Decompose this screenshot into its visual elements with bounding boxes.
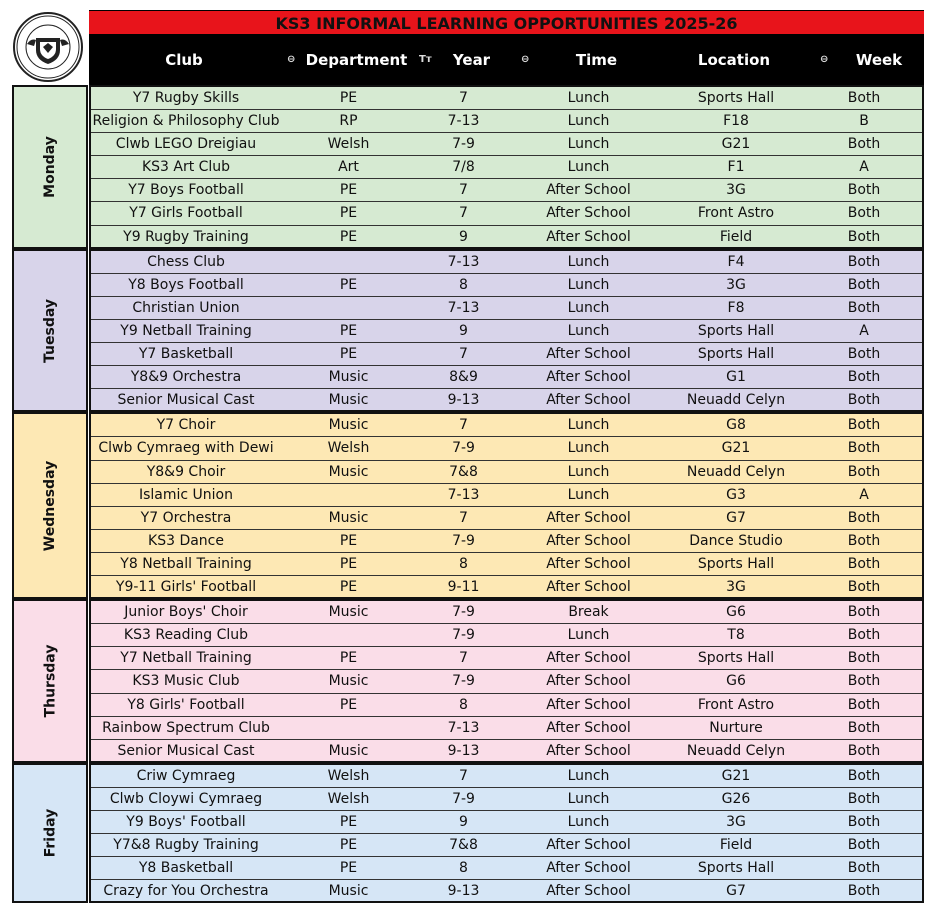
week-cell: Both xyxy=(847,837,881,854)
year-cell: 7-9 xyxy=(452,627,475,644)
year-cell: 8 xyxy=(459,555,468,572)
day-group-friday xyxy=(89,763,924,904)
week-cell: Both xyxy=(847,136,881,153)
table-row[interactable] xyxy=(91,156,922,179)
table-row[interactable] xyxy=(91,179,922,202)
location-cell: 3G xyxy=(726,276,746,293)
club-cell: Y9-11 Girls' Football xyxy=(115,579,257,596)
time-cell: Lunch xyxy=(567,463,610,480)
table-row[interactable] xyxy=(91,507,922,530)
location-cell: Sports Hall xyxy=(697,555,775,572)
year-cell: 7 xyxy=(459,182,468,199)
time-cell: After School xyxy=(546,392,631,409)
club-cell: Y7 Netball Training xyxy=(120,650,252,667)
time-cell: After School xyxy=(546,696,631,713)
year-cell: 7-9 xyxy=(452,136,475,153)
week-cell: Both xyxy=(847,509,881,526)
header-club[interactable]: Club xyxy=(165,51,203,69)
day-name: Thursday xyxy=(42,644,59,718)
club-cell: Y9 Netball Training xyxy=(120,322,252,339)
year-cell: 9-13 xyxy=(447,883,480,900)
time-cell: Lunch xyxy=(567,299,610,316)
location-cell: G6 xyxy=(726,673,746,690)
department-cell: Music xyxy=(328,369,369,386)
club-cell: Y7 Boys Football xyxy=(128,182,244,199)
year-column-icon[interactable]: Tт xyxy=(419,54,432,65)
club-cell: Islamic Union xyxy=(138,486,233,503)
table-row[interactable] xyxy=(91,740,922,763)
location-cell: 3G xyxy=(726,579,746,596)
year-cell: 9-13 xyxy=(447,392,480,409)
week-cell: Both xyxy=(847,555,881,572)
department-cell: Music xyxy=(328,417,369,434)
table-row[interactable] xyxy=(91,601,922,624)
week-cell: Both xyxy=(847,604,881,621)
club-cell: Y8 Basketball xyxy=(138,860,234,877)
table-row[interactable] xyxy=(91,202,922,225)
week-cell: Both xyxy=(847,650,881,667)
department-cell: PE xyxy=(339,346,358,363)
time-cell: After School xyxy=(546,228,631,245)
location-cell: Sports Hall xyxy=(697,322,775,339)
department-cell: PE xyxy=(339,650,358,667)
year-cell: 7&8 xyxy=(449,837,478,854)
time-cell: Lunch xyxy=(567,790,610,807)
time-cell: After School xyxy=(546,673,631,690)
week-cell: A xyxy=(859,486,869,503)
club-cell: KS3 Art Club xyxy=(141,159,231,176)
day-label-monday xyxy=(12,85,88,249)
year-cell: 7-9 xyxy=(452,790,475,807)
time-cell: Lunch xyxy=(567,486,610,503)
day-name: Wednesday xyxy=(42,460,59,551)
year-cell: 7 xyxy=(459,650,468,667)
header-year[interactable]: Year xyxy=(452,51,491,69)
location-cell: G6 xyxy=(726,604,746,621)
location-cell: T8 xyxy=(727,627,745,644)
department-cell: Music xyxy=(328,604,369,621)
week-cell: Both xyxy=(847,719,881,736)
department-cell: Music xyxy=(328,673,369,690)
header-department[interactable]: Department xyxy=(305,51,408,69)
time-cell: Lunch xyxy=(567,276,610,293)
time-cell: After School xyxy=(546,742,631,759)
table-row[interactable] xyxy=(91,553,922,576)
department-cell xyxy=(281,624,416,646)
department-cell: PE xyxy=(339,532,358,549)
year-cell: 9 xyxy=(459,814,468,831)
week-cell: Both xyxy=(847,228,881,245)
week-cell: Both xyxy=(847,440,881,457)
time-column-icon[interactable]: ⊖ xyxy=(521,54,530,65)
week-cell: Both xyxy=(847,276,881,293)
day-name: Friday xyxy=(41,808,58,858)
club-cell: Y7 Orchestra xyxy=(140,509,232,526)
department-cell: PE xyxy=(339,276,358,293)
club-cell: Junior Boys' Choir xyxy=(124,604,248,621)
time-cell: After School xyxy=(546,509,631,526)
time-cell: After School xyxy=(546,579,631,596)
location-cell: Front Astro xyxy=(697,696,775,713)
year-cell: 9 xyxy=(459,322,468,339)
location-cell: Dance Studio xyxy=(689,532,783,549)
department-cell: Welsh xyxy=(327,136,370,153)
year-cell: 7-13 xyxy=(447,486,480,503)
year-cell: 8 xyxy=(459,696,468,713)
week-cell: Both xyxy=(847,392,881,409)
week-cell: A xyxy=(859,322,869,339)
department-cell: PE xyxy=(339,837,358,854)
department-cell: RP xyxy=(339,113,358,130)
time-cell: Lunch xyxy=(567,814,610,831)
time-cell: Lunch xyxy=(567,440,610,457)
year-cell: 9-13 xyxy=(447,742,480,759)
week-cell: Both xyxy=(847,790,881,807)
department-cell xyxy=(281,251,416,273)
page-title: KS3 INFORMAL LEARNING OPPORTUNITIES 2025-26 xyxy=(89,10,924,35)
location-cell: G7 xyxy=(726,509,746,526)
week-cell: Both xyxy=(847,814,881,831)
day-name: Monday xyxy=(42,136,58,198)
club-cell: Christian Union xyxy=(132,299,240,316)
year-cell: 7 xyxy=(459,90,468,106)
location-cell: Nurture xyxy=(709,719,763,736)
time-cell: After School xyxy=(546,719,631,736)
department-cell xyxy=(281,717,416,739)
club-cell: KS3 Music Club xyxy=(132,673,240,690)
club-cell: Clwb LEGO Dreigiau xyxy=(115,136,257,153)
department-cell xyxy=(281,484,416,506)
year-cell: 9 xyxy=(459,228,468,245)
table-row[interactable] xyxy=(91,717,922,740)
table-row[interactable] xyxy=(91,110,922,133)
time-cell: After School xyxy=(546,555,631,572)
club-cell: Y7 Choir xyxy=(156,417,216,434)
department-cell: PE xyxy=(339,182,358,199)
club-cell: Y8&9 Choir xyxy=(146,463,226,480)
year-cell: 8&9 xyxy=(449,369,478,386)
week-cell: Both xyxy=(847,673,881,690)
header-time[interactable]: Time xyxy=(575,51,618,69)
location-cell: F18 xyxy=(723,113,749,130)
year-cell: 7&8 xyxy=(449,463,478,480)
day-label-wednesday xyxy=(12,412,88,599)
department-column-icon[interactable]: ⊖ xyxy=(287,54,296,65)
time-cell: Lunch xyxy=(567,767,610,784)
location-cell: G26 xyxy=(721,790,751,807)
year-cell: 7-13 xyxy=(447,253,480,270)
week-cell: Both xyxy=(847,182,881,199)
location-cell: Neuadd Celyn xyxy=(686,392,786,409)
department-cell: Music xyxy=(328,463,369,480)
club-cell: Clwb Cloywi Cymraeg xyxy=(109,790,263,807)
time-cell: After School xyxy=(546,182,631,199)
table-row[interactable] xyxy=(91,624,922,647)
department-cell: PE xyxy=(339,696,358,713)
year-cell: 7 xyxy=(459,346,468,363)
year-cell: 7 xyxy=(459,509,468,526)
time-cell: Lunch xyxy=(567,627,610,644)
table-row[interactable] xyxy=(91,670,922,693)
table-header-row xyxy=(89,35,924,85)
day-group-tuesday xyxy=(89,249,924,413)
time-cell: Lunch xyxy=(567,322,610,339)
year-cell: 8 xyxy=(459,276,468,293)
year-cell: 7 xyxy=(459,205,468,222)
table-row[interactable] xyxy=(91,811,922,834)
location-cell: G8 xyxy=(726,417,746,434)
department-cell: Welsh xyxy=(327,440,370,457)
table-row[interactable] xyxy=(91,133,922,156)
week-cell: Both xyxy=(847,299,881,316)
day-group-monday xyxy=(89,85,924,249)
department-cell: Welsh xyxy=(327,790,370,807)
week-cell: Both xyxy=(847,627,881,644)
time-cell: After School xyxy=(546,860,631,877)
department-cell xyxy=(281,297,416,319)
table-row[interactable] xyxy=(91,461,922,484)
time-cell: Lunch xyxy=(567,113,610,130)
club-cell: Rainbow Spectrum Club xyxy=(102,719,270,736)
location-cell: Neuadd Celyn xyxy=(686,463,786,480)
club-cell: Chess Club xyxy=(147,253,225,270)
location-cell: F8 xyxy=(727,299,745,316)
department-cell: Music xyxy=(328,742,369,759)
year-cell: 7-13 xyxy=(447,113,480,130)
department-cell: PE xyxy=(339,205,358,222)
location-cell: Neuadd Celyn xyxy=(686,742,786,759)
club-cell: Clwb Cymraeg with Dewi xyxy=(98,440,274,457)
time-cell: Lunch xyxy=(567,136,610,153)
year-cell: 7-13 xyxy=(447,299,480,316)
table-row[interactable] xyxy=(91,788,922,811)
table-row[interactable] xyxy=(91,297,922,320)
location-cell: Field xyxy=(719,228,753,245)
location-cell: G21 xyxy=(721,767,751,784)
location-cell: G7 xyxy=(726,883,746,900)
club-cell: Y8&9 Orchestra xyxy=(130,369,242,386)
week-cell: Both xyxy=(847,253,881,270)
week-cell: A xyxy=(859,159,869,176)
department-cell: PE xyxy=(339,90,358,106)
table-row[interactable] xyxy=(91,320,922,343)
week-cell: Both xyxy=(847,463,881,480)
department-cell: Welsh xyxy=(327,767,370,784)
club-cell: Senior Musical Cast xyxy=(117,392,255,409)
table-row[interactable] xyxy=(91,765,922,788)
club-cell: Y7 Rugby Skills xyxy=(132,90,240,106)
time-cell: Lunch xyxy=(567,417,610,434)
time-cell: After School xyxy=(546,837,631,854)
week-cell: Both xyxy=(847,579,881,596)
department-cell: PE xyxy=(339,814,358,831)
time-cell: After School xyxy=(546,205,631,222)
location-cell: Sports Hall xyxy=(697,90,775,106)
year-cell: 7 xyxy=(459,767,468,784)
year-cell: 7-13 xyxy=(447,719,480,736)
week-cell: Both xyxy=(847,532,881,549)
table-row[interactable] xyxy=(91,87,922,110)
department-cell: PE xyxy=(339,579,358,596)
day-label-thursday xyxy=(12,599,88,763)
time-cell: Lunch xyxy=(567,159,610,176)
department-cell: Music xyxy=(328,392,369,409)
day-group-thursday xyxy=(89,599,924,763)
club-cell: Y7&8 Rugby Training xyxy=(113,837,259,854)
department-cell: PE xyxy=(339,228,358,245)
table-row[interactable] xyxy=(91,366,922,389)
table-row[interactable] xyxy=(91,251,922,274)
location-cell: Sports Hall xyxy=(697,860,775,877)
year-cell: 7-9 xyxy=(452,673,475,690)
week-cell: Both xyxy=(847,742,881,759)
club-cell: Y8 Netball Training xyxy=(120,555,252,572)
year-cell: 7 xyxy=(459,417,468,434)
school-logo xyxy=(13,12,83,82)
week-cell: Both xyxy=(847,90,881,106)
week-cell: Both xyxy=(847,860,881,877)
department-cell: PE xyxy=(339,555,358,572)
club-cell: Religion & Philosophy Club xyxy=(92,113,280,130)
table-row[interactable] xyxy=(91,343,922,366)
club-cell: Y8 Girls' Football xyxy=(127,696,245,713)
department-cell: Music xyxy=(328,883,369,900)
time-cell: After School xyxy=(546,532,631,549)
header-week[interactable]: Week xyxy=(855,51,903,69)
table-row[interactable] xyxy=(91,694,922,717)
time-cell: After School xyxy=(546,883,631,900)
time-cell: Lunch xyxy=(567,90,610,106)
table-row[interactable] xyxy=(91,274,922,297)
table-row[interactable] xyxy=(91,437,922,460)
table-row[interactable] xyxy=(91,226,922,249)
club-cell: Y9 Boys' Football xyxy=(126,814,246,831)
location-cell: F1 xyxy=(727,159,745,176)
week-cell: Both xyxy=(847,883,881,900)
week-cell: Both xyxy=(847,696,881,713)
location-cell: G3 xyxy=(726,486,746,503)
time-cell: Break xyxy=(568,604,609,621)
club-cell: Crazy for You Orchestra xyxy=(103,883,269,900)
location-cell: Front Astro xyxy=(697,205,775,222)
time-cell: After School xyxy=(546,346,631,363)
year-cell: 7-9 xyxy=(452,604,475,621)
club-cell: KS3 Dance xyxy=(148,532,224,549)
location-cell: F4 xyxy=(727,253,745,270)
year-cell: 7/8 xyxy=(452,159,475,176)
club-cell: Y7 Basketball xyxy=(138,346,234,363)
club-cell: Criw Cymraeg xyxy=(136,767,236,784)
club-cell: Senior Musical Cast xyxy=(117,742,255,759)
week-cell: B xyxy=(859,113,869,130)
club-cell: Y9 Rugby Training xyxy=(123,228,249,245)
table-row[interactable] xyxy=(91,647,922,670)
location-cell: 3G xyxy=(726,814,746,831)
week-cell: Both xyxy=(847,205,881,222)
table-row[interactable] xyxy=(91,484,922,507)
department-cell: PE xyxy=(339,322,358,339)
club-cell: Y7 Girls Football xyxy=(129,205,243,222)
location-cell: G1 xyxy=(726,369,746,386)
week-column-icon[interactable]: ⊖ xyxy=(820,54,829,65)
location-cell: 3G xyxy=(726,182,746,199)
week-cell: Both xyxy=(847,417,881,434)
location-cell: G21 xyxy=(721,136,751,153)
table-row[interactable] xyxy=(91,576,922,599)
table-row[interactable] xyxy=(91,389,922,412)
time-cell: After School xyxy=(546,369,631,386)
table-row[interactable] xyxy=(91,857,922,880)
location-cell: Sports Hall xyxy=(697,346,775,363)
day-label-tuesday xyxy=(12,249,88,413)
year-cell: 7-9 xyxy=(452,532,475,549)
table-row[interactable] xyxy=(91,880,922,903)
table-row[interactable] xyxy=(91,530,922,553)
time-cell: After School xyxy=(546,650,631,667)
year-cell: 8 xyxy=(459,860,468,877)
week-cell: Both xyxy=(847,767,881,784)
location-cell: Field xyxy=(719,837,753,854)
club-cell: Y8 Boys Football xyxy=(128,276,244,293)
club-cell: KS3 Reading Club xyxy=(123,627,249,644)
year-cell: 7-9 xyxy=(452,440,475,457)
year-cell: 9-11 xyxy=(447,579,480,596)
day-group-wednesday xyxy=(89,412,924,599)
school-crest-icon xyxy=(15,14,81,80)
day-name: Tuesday xyxy=(41,298,58,363)
department-cell: PE xyxy=(339,860,358,877)
header-location[interactable]: Location xyxy=(697,51,771,69)
week-cell: Both xyxy=(847,346,881,363)
location-cell: Sports Hall xyxy=(697,650,775,667)
table-row[interactable] xyxy=(91,834,922,857)
table-row[interactable] xyxy=(91,414,922,437)
location-cell: G21 xyxy=(721,440,751,457)
time-cell: Lunch xyxy=(567,253,610,270)
department-cell: Music xyxy=(328,509,369,526)
department-cell: Art xyxy=(338,159,359,176)
week-cell: Both xyxy=(847,369,881,386)
day-label-friday xyxy=(12,763,88,904)
